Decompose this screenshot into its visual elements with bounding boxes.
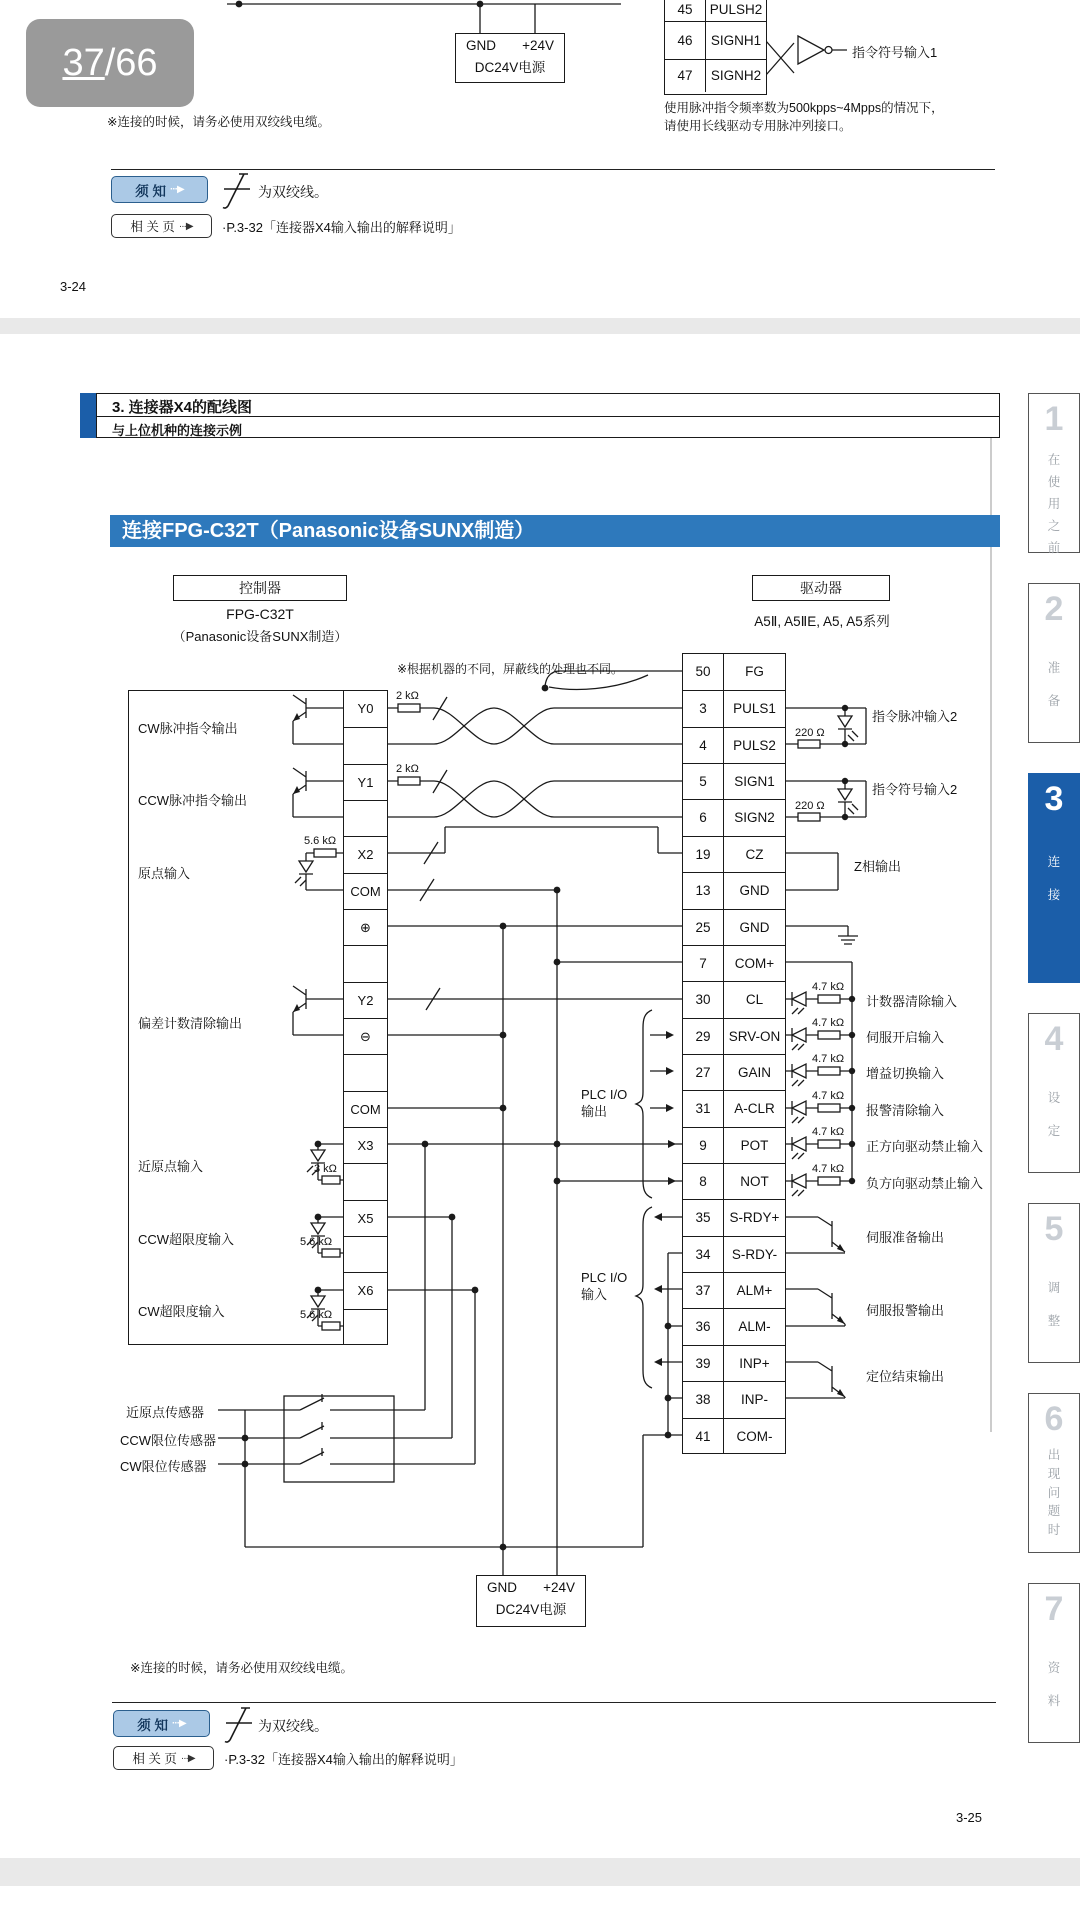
psu-name: DC24V电源 <box>474 60 546 75</box>
controller-box: 控制器 <box>173 575 347 601</box>
pin-no: 35 <box>695 1210 711 1226</box>
freq-note-line2: 请使用长线驱动专用脉冲列接口。 <box>664 119 852 133</box>
pin-name: PULS2 <box>723 728 785 763</box>
pin-name: COM+ <box>723 946 785 981</box>
pin-no: 50 <box>695 664 711 679</box>
pin-name: A-CLR <box>723 1091 785 1126</box>
psu-gnd-label: GND <box>487 1580 517 1595</box>
twisted-cable-note: ※连接的时候，请务必使用双绞线电缆。 <box>130 1661 353 1675</box>
pin-no: 13 <box>695 883 711 899</box>
page-badge-separator: / <box>104 41 116 84</box>
controller-model: FPG-C32T <box>226 606 294 622</box>
pin-no: 3 <box>699 701 707 717</box>
pin-no: 7 <box>699 955 707 971</box>
diagram-label-left: CW超限度输入 <box>138 1304 225 1319</box>
pin-name: S-RDY- <box>723 1237 785 1272</box>
terminal: COM <box>344 1091 387 1127</box>
dc24v-power-box <box>476 1575 586 1627</box>
plc-io-output-label: PLC I/O 输出 <box>581 1087 628 1119</box>
pin-table-prev <box>664 0 767 95</box>
terminal <box>344 727 387 763</box>
twisted-pair-icon <box>220 170 254 210</box>
terminal: Y0 <box>357 701 374 716</box>
page-badge-current: 37 <box>62 41 105 84</box>
pin-no: 31 <box>695 1101 711 1117</box>
pin-name: INP- <box>723 1382 785 1417</box>
diagram-label-right: 伺服准备输出 <box>866 1230 945 1245</box>
shield-note: ※根据机器的不同，屏蔽线的处理也不同。 <box>397 662 624 676</box>
terminal <box>344 1236 387 1272</box>
sensor-label: CCW限位传感器 <box>120 1433 217 1448</box>
dc24v-power-box-prev <box>455 33 565 83</box>
diagram-label-right: 定位结束输出 <box>866 1369 945 1384</box>
diagram-label-right: 增益切换输入 <box>866 1066 945 1081</box>
page-badge-total: 66 <box>115 41 158 84</box>
terminal: X2 <box>344 836 387 872</box>
diagram-label-left: CW脉冲指令输出 <box>138 721 238 736</box>
pin-name: S-RDY+ <box>723 1200 785 1235</box>
pin-no: 19 <box>695 846 711 862</box>
notice-label: 须 知 <box>135 183 167 199</box>
notice-label: 须 知 <box>137 1717 169 1733</box>
resistor-value: 4.7 kΩ <box>812 1053 845 1065</box>
pin-name: PULS1 <box>723 691 785 726</box>
pin-name: SIGNH1 <box>705 22 766 59</box>
pin-name: ALM- <box>723 1309 785 1344</box>
pin-no: 30 <box>695 992 711 1008</box>
pin-no: 5 <box>699 774 707 790</box>
pin-name: GAIN <box>723 1055 785 1090</box>
gate-signal-label: 指令符号输入1 <box>852 45 938 60</box>
resistor-value: 4.7 kΩ <box>812 1163 845 1175</box>
diagram-label-right: 报警清除输入 <box>866 1103 945 1118</box>
pin-no: 25 <box>695 919 711 935</box>
section-accent-square <box>80 393 96 438</box>
diagram-label-left: CCW脉冲指令输出 <box>138 793 248 808</box>
pin-no: 47 <box>677 68 693 83</box>
diagram-label-right: Z相输出 <box>854 859 901 874</box>
controller-maker: （Panasonic设备SUNX制造） <box>172 629 348 644</box>
pin-no: 27 <box>695 1064 711 1080</box>
diagram-label-right: 计数器清除输入 <box>866 994 958 1009</box>
resistor-value: 5.6 kΩ <box>300 1236 333 1248</box>
terminal <box>344 1054 387 1090</box>
pin-no: 45 <box>677 2 693 17</box>
sensor-label: 近原点传感器 <box>126 1405 205 1420</box>
psu-gnd-label: GND <box>466 38 496 53</box>
terminal: X6 <box>344 1272 387 1308</box>
terminal <box>344 1163 387 1199</box>
pin-name: COM- <box>723 1419 785 1454</box>
dotted-arrow-icon: ···▶ <box>180 1752 195 1764</box>
twisted-cable-note-prev: ※连接的时候，请务必使用双绞线电缆。 <box>107 115 330 129</box>
pin-no: 36 <box>695 1319 711 1335</box>
pin-name: ALM+ <box>723 1273 785 1308</box>
twisted-pair-icon <box>222 1704 256 1744</box>
driver-box: 驱动器 <box>752 575 890 601</box>
diagram-label-right: 负方向驱动禁止输入 <box>866 1176 984 1191</box>
dotted-arrow-icon: ···▶ <box>178 220 193 232</box>
resistor-value: 5.6 kΩ <box>304 835 337 847</box>
chapter-tab-5: 5 调整 <box>1028 1203 1080 1363</box>
terminal <box>344 800 387 836</box>
section-title: 3. 连接器X4的配线图 <box>112 399 253 416</box>
terminal: Y1 <box>344 764 387 800</box>
pin-name: GND <box>723 873 785 908</box>
pin-name: SIGN1 <box>723 764 785 799</box>
freq-note-line1: 使用脉冲指令频率数为500kpps~4Mpps的情况下， <box>664 101 944 115</box>
diagram-label-right: 伺服开启输入 <box>866 1030 945 1045</box>
resistor-value: 220 Ω <box>795 800 825 812</box>
resistor-value: 2 kΩ <box>396 763 419 775</box>
diagram-label-right: 指令脉冲输入2 <box>872 709 958 724</box>
terminal: ⊖ <box>344 1018 387 1054</box>
psu-24v-label: +24V <box>522 38 554 53</box>
resistor-value: 4.7 kΩ <box>812 1090 845 1102</box>
pin-no: 41 <box>695 1428 711 1444</box>
pin-no: 4 <box>699 737 707 753</box>
pin-no: 8 <box>699 1174 707 1190</box>
section-subtitle: 与上位机种的连接示例 <box>112 423 243 438</box>
terminal: Y2 <box>344 982 387 1018</box>
page-number: 3-25 <box>956 1810 983 1825</box>
controller-terminal-strip <box>343 690 388 1345</box>
notice-badge <box>113 1710 210 1737</box>
pin-name: PULSH2 <box>705 0 766 21</box>
section-divider <box>112 1702 996 1703</box>
related-page-badge-prev <box>111 214 212 238</box>
chapter-tab-3-active: 3 连接 <box>1028 773 1080 983</box>
chapter-tab-1: 1 在使用之前 <box>1028 393 1080 553</box>
terminal <box>344 945 387 981</box>
driver-series: A5Ⅱ, A5ⅡE, A5, A5系列 <box>754 614 890 629</box>
resistor-value: 220 Ω <box>795 727 825 739</box>
psu-name: DC24V电源 <box>495 1602 567 1617</box>
pin-no: 34 <box>695 1246 711 1262</box>
plc-io-input-label: PLC I/O 输入 <box>581 1270 628 1302</box>
chapter-tab-2: 2 准备 <box>1028 583 1080 743</box>
diagram-label-right: 伺服报警输出 <box>866 1303 945 1318</box>
pin-name: SRV-ON <box>723 1019 785 1054</box>
pin-name: NOT <box>723 1164 785 1199</box>
pin-no: 46 <box>677 33 693 48</box>
pin-no: 37 <box>695 1283 711 1299</box>
pin-no: 29 <box>695 1028 711 1044</box>
connection-banner: 连接FPG-C32T（Panasonic设备SUNX制造） <box>110 515 1000 547</box>
terminal: X3 <box>344 1127 387 1163</box>
related-page-badge <box>113 1746 214 1770</box>
terminal <box>344 1309 387 1345</box>
pin-no: 38 <box>695 1392 711 1408</box>
pin-name: CL <box>723 982 785 1017</box>
pin-no: 6 <box>699 810 707 826</box>
diagram-label-right: 指令符号输入2 <box>872 782 958 797</box>
diagram-label-left: 偏差计数清除输出 <box>138 1016 243 1031</box>
resistor-value: 3 kΩ <box>314 1163 337 1175</box>
terminal: X5 <box>344 1200 387 1236</box>
chapter-tab-7: 7 资料 <box>1028 1583 1080 1743</box>
resistor-value: 5.6 kΩ <box>300 1309 333 1321</box>
resistor-value: 2 kΩ <box>396 690 419 702</box>
related-label: 相 关 页 <box>130 220 175 234</box>
dotted-arrow-icon: ···▶ <box>170 184 184 195</box>
chapter-tab-4: 4 设定 <box>1028 1013 1080 1173</box>
notice-text-prev: 为双绞线。 <box>258 184 328 200</box>
notice-badge-prev <box>111 176 208 203</box>
resistor-value: 4.7 kΩ <box>812 981 845 993</box>
diagram-label-left: 原点输入 <box>138 866 191 881</box>
chapter-tab-6: 6 出现问题时 <box>1028 1393 1080 1553</box>
related-label: 相 关 页 <box>132 1752 177 1766</box>
page-number-prev: 3-24 <box>60 279 87 294</box>
diagram-label-left: CCW超限度输入 <box>138 1232 235 1247</box>
pin-name: SIGNH2 <box>705 60 766 92</box>
viewer-page-badge[interactable] <box>26 19 194 107</box>
pin-name: GND <box>723 910 785 945</box>
resistor-value: 4.7 kΩ <box>812 1126 845 1138</box>
pin-name: INP+ <box>723 1346 785 1381</box>
resistor-value: 4.7 kΩ <box>812 1017 845 1029</box>
pin-name: FG <box>723 654 785 690</box>
terminal: ⊕ <box>344 909 387 945</box>
driver-pin-table <box>682 653 786 1454</box>
pin-name: SIGN2 <box>723 800 785 835</box>
pin-name: CZ <box>723 837 785 872</box>
notice-text: 为双绞线。 <box>258 1718 328 1734</box>
related-ref-prev: ·P.3-32「连接器X4输入输出的解释说明」 <box>222 220 461 235</box>
sensor-label: CW限位传感器 <box>120 1459 207 1474</box>
dotted-arrow-icon: ···▶ <box>172 1718 186 1729</box>
pin-no: 9 <box>699 1137 707 1153</box>
terminal: COM <box>344 873 387 909</box>
related-ref: ·P.3-32「连接器X4输入输出的解释说明」 <box>224 1752 463 1767</box>
psu-24v-label: +24V <box>543 1580 575 1595</box>
pin-name: POT <box>723 1128 785 1163</box>
diagram-label-left: 近原点输入 <box>138 1159 204 1174</box>
pin-no: 39 <box>695 1355 711 1371</box>
diagram-label-right: 正方向驱动禁止输入 <box>866 1139 984 1154</box>
